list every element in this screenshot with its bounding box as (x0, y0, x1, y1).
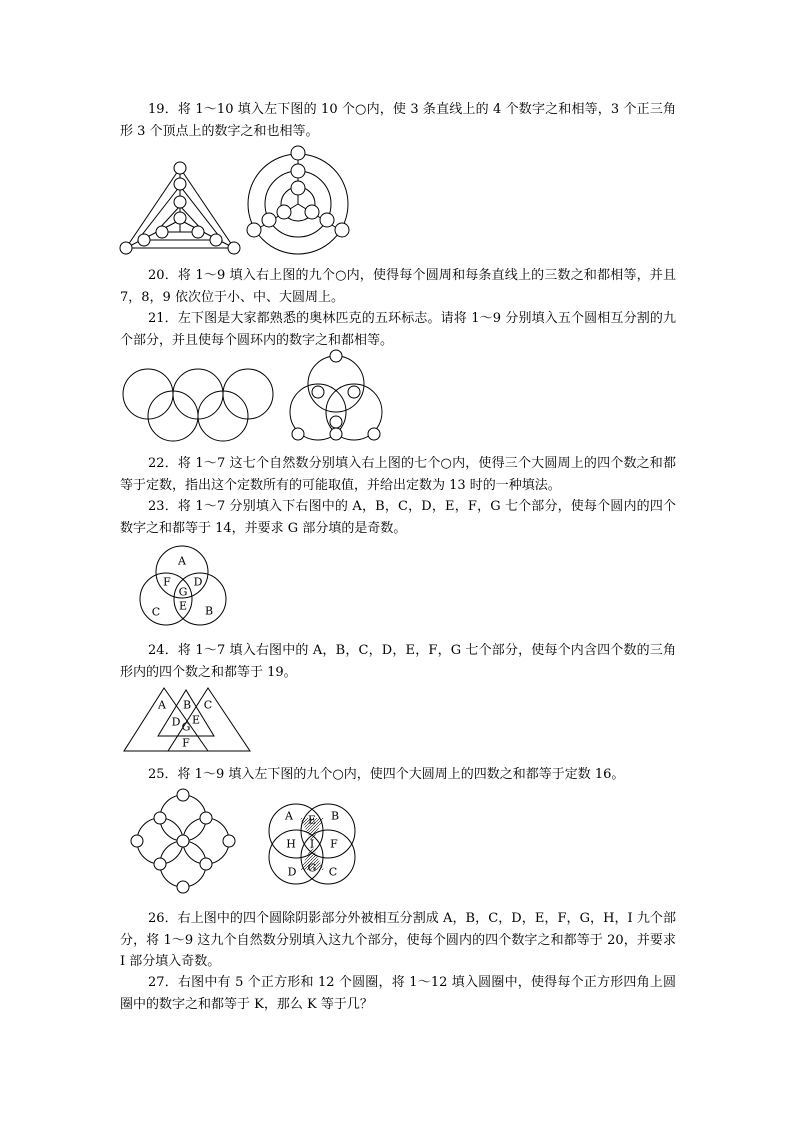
region-label-d: D (171, 715, 181, 729)
problem-21-text: 21．左下图是大家都熟悉的奥林匹克的五环标志。请将 1～9 分别填入五个圆相互分割的九个部分，并且使每个圆环内的数字之和都相等。 (120, 311, 676, 348)
region-label-f: F (330, 837, 338, 851)
region-label-b: B (182, 698, 192, 712)
problem-27-text: 27．右图中有 5 个正方形和 12 个圆圈，将 1～12 填入圆圈中，使得每个正方形四角上圆圈中的数字之和都等于 K，那么 K 等于几？ (120, 975, 676, 1012)
problem-25-text: 25．将 1～9 填入左下图的九个○内，使四个大圆周上的四数之和都等于定数 16。 (148, 767, 625, 782)
region-label-f: F (182, 736, 190, 750)
region-label-c: C (151, 605, 161, 619)
four-circles-nodes-figure (122, 790, 244, 896)
venn-4-circles-figure (262, 798, 362, 890)
region-label-c: C (203, 698, 213, 712)
problem-19-text: 19．将 1～10 填入左下图的 10 个○内，使 3 条直线上的 4 个数字之和相等，3 个正三角形 3 个顶点上的数字之和也相等。 (120, 102, 676, 139)
region-label-i: I (309, 837, 315, 851)
region-label-a: A (178, 554, 186, 568)
overlapping-triangles-figure (122, 686, 252, 754)
region-label-d: D (287, 865, 297, 879)
region-label-c: C (328, 865, 338, 879)
concentric-circles-figure (240, 146, 356, 256)
problem-23-text: 23．将 1～7 分别填入下右图中的 A，B，C，D，E，F，G 七个部分，使每个圆内的四个数字之和都等于 14，并要求 G 部分填的是奇数。 (120, 499, 676, 536)
region-label-b: B (204, 604, 214, 618)
region-label-g: G (181, 720, 191, 734)
region-label-g: G (178, 585, 188, 599)
problem-24-text: 24．将 1～7 填入右图中的 A，B，C，D，E，F，G 七个部分，使每个内含四个数的三角形内的四个数之和都等于 19。 (120, 643, 676, 680)
olympic-rings-figure (118, 364, 288, 446)
region-label-a: A (285, 809, 293, 823)
three-circles-nodes-figure (286, 348, 386, 448)
problem-20-text: 20．将 1～9 填入右上图的九个○内，使得每个圆周和每条直线上的三数之和都相等，并且 7，8，9 依次位于小、中、大圆周上。 (120, 268, 676, 305)
region-label-g: G (307, 861, 317, 875)
region-label-d: D (193, 575, 203, 589)
region-label-e: E (191, 713, 201, 727)
venn-3-circles-figure (136, 544, 230, 628)
region-label-a: A (158, 698, 166, 712)
problem-26-text: 26．右上图中的四个圆除阴影部分外被相互分割成 A，B，C，D，E，F，G，H，I 九个部分，将 1～9 这九个自然数分别填入这九个部分，使每个圆内的四个数字之和都等于 20，并要求 I 部分填入奇数。 (120, 911, 676, 969)
nested-triangles-figure (120, 160, 240, 260)
region-label-e: E (307, 813, 317, 827)
problem-22-text: 22．将 1～7 这七个自然数分别填入右上图的七个○内，使得三个大圆周上的四个数之和都等于定数，指出这个定数所有的可能取值，并给出定数为 13 时的一种填法。 (120, 456, 676, 493)
region-label-b: B (330, 809, 340, 823)
region-label-f: F (163, 575, 171, 589)
region-label-e: E (178, 599, 188, 613)
region-label-h: H (286, 837, 296, 851)
